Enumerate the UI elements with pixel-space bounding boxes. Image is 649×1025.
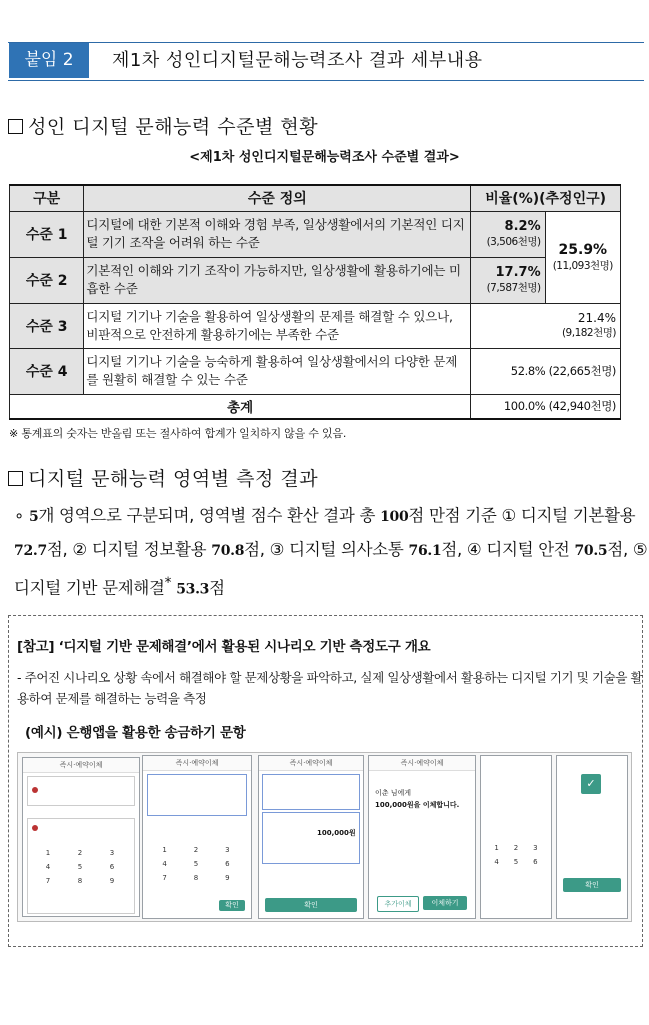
population-value: (7,587천명)	[486, 282, 541, 294]
level-rate: 52.8% (22,665천명)	[471, 348, 621, 394]
number-keypad: 1 2 3 4 5 6 7 8 9	[162, 846, 230, 882]
appendix-badge: 붙임 2	[9, 43, 89, 78]
reference-title: [참고] ‘디지털 기반 문제해결’에서 활용된 시나리오 기반 측정도구 개요	[17, 639, 431, 655]
level-label: 수준 3	[10, 303, 84, 348]
level-rate	[471, 303, 621, 348]
done-button: 확인	[563, 878, 621, 892]
checkbox-square-icon	[8, 119, 23, 134]
checkbox-square-icon	[8, 471, 23, 486]
level-definition: 기본적인 이해와 기기 조작이 가능하지만, 일상생활에 활용하기에는 미흡한 수준	[84, 257, 471, 303]
highlight-box	[262, 774, 360, 810]
level-definition: 디지털 기기나 기술을 능숙하게 활용하여 일상생활에서의 다양한 문제를 원활히 해결할 수 있는 수준	[84, 348, 471, 394]
population-value: (9,182천명)	[561, 327, 616, 339]
app-screen	[368, 755, 476, 919]
keypad-panel	[27, 818, 135, 914]
col-definition: 수준 정의	[84, 185, 471, 211]
level-rate	[471, 211, 545, 257]
rate-value: 8.2%	[504, 219, 541, 234]
bank-logo-icon	[32, 825, 38, 831]
screens-figure	[17, 752, 632, 922]
rate-value: 17.7%	[495, 265, 541, 280]
level-rate	[471, 257, 545, 303]
level-label: 수준 2	[10, 257, 84, 303]
score-paragraph: ∘ 5개 영역으로 구분되며, 영역별 점수 환산 결과 총 100점 만점 기준 ① 디지털 기본활용 72.7점, ② 디지털 정보활용 70.8점, ③ 디지털 의사소통 76.1점, ④ 디지털 안전 70.5점, ⑤ 디지털 기반 문제해결* 53.3점	[14, 506, 648, 598]
confirm-button: 확인	[265, 898, 357, 912]
screen-title: 즉시·예약이체	[23, 758, 139, 773]
app-screen	[480, 755, 552, 919]
total-label: 총계	[10, 394, 471, 419]
table-caption: <제1차 성인디지털문해능력조사 수준별 결과>	[189, 150, 460, 165]
app-screen	[556, 755, 628, 919]
col-category: 구분	[10, 185, 84, 211]
level-label: 수준 1	[10, 211, 84, 257]
table-total-row	[10, 394, 621, 419]
screen-title: 즉시·예약이체	[369, 756, 475, 771]
section2-heading: 디지털 문해능력 영역별 측정 결과	[8, 464, 318, 491]
total-value: 100.0% (42,940천명)	[471, 394, 621, 419]
reference-description: - 주어진 시나리오 상황 속에서 해결해야 할 문제상황을 파악하고, 실제 일상생활에서 활용하는 디지털 기기 및 기술을 활용하여 문제를 해결하는 능력을 측정	[17, 670, 643, 706]
bank-logo-icon	[32, 787, 38, 793]
bullet-icon: ∘	[14, 506, 25, 525]
level-definition: 디지털에 대한 기본적 이해와 경험 부족, 일상생활에서의 기본적인 디지털 기기 조작을 어려워 하는 수준	[84, 211, 471, 257]
table-header-row	[10, 185, 621, 211]
combined-rate: 25.9%	[558, 241, 608, 258]
highlight-box	[262, 812, 360, 864]
check-icon: ✓	[581, 774, 601, 794]
col-rate: 비율(%)(추정인구)	[471, 185, 621, 211]
table-row	[10, 211, 621, 257]
account-card	[27, 776, 135, 806]
number-keypad: 1 2 3 4 5 6 7 8 9	[45, 849, 115, 885]
highlight-box	[147, 774, 247, 816]
table-row	[10, 303, 621, 348]
screen-title: 즉시·예약이체	[143, 756, 251, 771]
app-screen	[142, 755, 252, 919]
number-keypad: 1 2 3 4 5 6	[494, 844, 538, 866]
table-footnote: ※ 통계표의 숫자는 반올림 또는 절사하여 합계가 일치하지 않을 수 있음.	[9, 427, 347, 440]
table-row	[10, 257, 621, 303]
recipient-text: 이춘 님에게	[375, 789, 412, 797]
app-screen	[22, 757, 140, 917]
population-value: (3,506천명)	[486, 236, 541, 248]
app-screen	[258, 755, 364, 919]
screen-title: 즉시·예약이체	[259, 756, 363, 771]
page-title: 제1차 성인디지털문해능력조사 결과 세부내용	[112, 50, 483, 71]
amount-message: 100,000원을 이체합니다.	[375, 801, 460, 809]
combined-rate-cell	[545, 211, 620, 303]
confirm-key: 확인	[219, 900, 245, 911]
level-table	[9, 184, 621, 420]
example-label: (예시) 은행앱을 활용한 송금하기 문항	[25, 725, 246, 741]
rate-value: 21.4%	[577, 311, 616, 325]
do-transfer-button: 이체하기	[423, 896, 467, 910]
section1-heading: 성인 디지털 문해능력 수준별 현황	[8, 112, 318, 139]
amount-value: 100,000원	[317, 829, 356, 837]
level-definition: 디지털 기기나 기술을 활용하여 일상생활의 문제를 해결할 수 있으나, 비판적으로 안전하게 활용하기에는 부족한 수준	[84, 303, 471, 348]
level-label: 수준 4	[10, 348, 84, 394]
add-transfer-button: 추가이체	[377, 896, 419, 912]
combined-population: (11,093천명)	[552, 259, 613, 272]
table-row	[10, 348, 621, 394]
